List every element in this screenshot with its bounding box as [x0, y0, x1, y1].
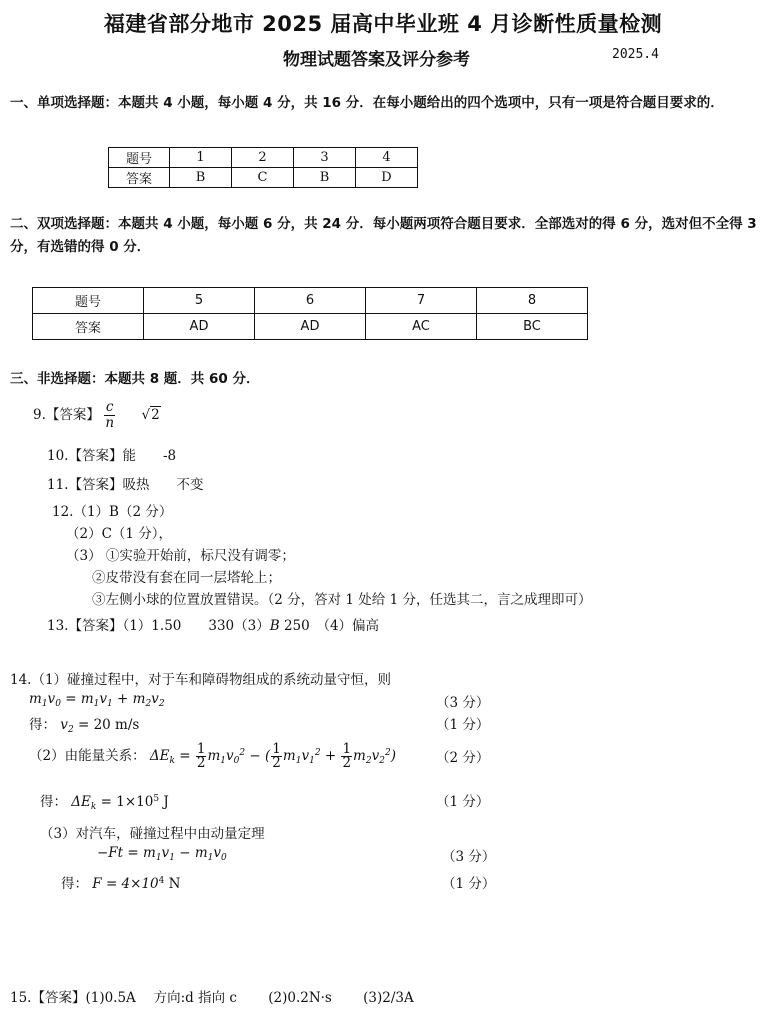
- answer-q10: 10.【答案】能 -8: [47, 448, 177, 464]
- page-subtitle: 物理试题答案及评分参考: [283, 50, 470, 70]
- q14-part3: （3）对汽车，碰撞过程中由动量定理: [40, 826, 265, 842]
- q14-res3-score: （1 分）: [442, 876, 496, 892]
- question-number-cell: 2: [232, 148, 294, 168]
- answer-cell: B: [294, 168, 356, 188]
- q14-momentum-equation: $m_1v_0 = m_1v_1 + m_2v_2$: [29, 691, 165, 709]
- question-number-cell: 3: [294, 148, 356, 168]
- answer-q15: 15.【答案】(1)0.5A 方向:d 指向 c (2)0.2N·s (3)2/3A: [10, 990, 414, 1006]
- q9-frac-den: n: [105, 415, 115, 431]
- table-row-label: 答案: [109, 168, 170, 188]
- page-title: 福建省部分地市 2025 届高中毕业班 4 月诊断性质量检测: [103, 12, 663, 36]
- q14-energy-equation: $\Delta E_k$ = $\frac{1}{2}$ $m_1v_0^2$ − ( $\frac{1}{2}$ $m_1v_1^2$ + $\frac{1}{2}$ $m_2v_2^2$): [149, 741, 396, 771]
- q14-res2-unit: J: [163, 794, 169, 810]
- question-number-cell: 6: [255, 288, 366, 314]
- question-number-cell: 5: [144, 288, 255, 314]
- question-number-cell: 8: [477, 288, 588, 314]
- q14-res1-label: 得：: [29, 717, 56, 733]
- q14-res3-value: F = 4×10: [92, 876, 159, 892]
- answer-q11: 11.【答案】吸热 不变: [47, 477, 204, 493]
- q9-sqrt-arg: 2: [151, 407, 160, 423]
- answer-q12-part2: （2）C（1 分），: [66, 526, 173, 542]
- q14-part2-score: （2 分）: [436, 750, 490, 766]
- exam-date: 2025.4: [612, 47, 659, 62]
- table-row-label: 题号: [109, 148, 170, 168]
- answer-q12-part3: （3） ①实验开始前，标尺没有调零；: [66, 548, 295, 564]
- q14-result1: [29, 713, 139, 735]
- q14-eq1-score: （3 分）: [436, 695, 490, 711]
- question-number-cell: 4: [356, 148, 418, 168]
- answer-cell: C: [232, 168, 294, 188]
- q14-res2-value: = 1×10: [100, 794, 154, 810]
- answer-q12-part1: 12.（1）B（2 分）: [52, 504, 173, 520]
- answer-cell: AC: [366, 314, 477, 340]
- answer-q9: [33, 400, 161, 431]
- answer-cell: BC: [477, 314, 588, 340]
- q14-res2-label: 得：: [40, 794, 67, 810]
- question-number-cell: 1: [170, 148, 232, 168]
- q13-var-b: B: [269, 618, 280, 634]
- q14-res2-exp: 5: [153, 794, 160, 804]
- answer-table-single-choice: [108, 147, 418, 188]
- q14-res3-unit: N: [168, 876, 181, 892]
- q14-res1-var: $v_2$: [60, 717, 74, 735]
- answer-cell: AD: [255, 314, 366, 340]
- table-row-label: 题号: [33, 288, 144, 314]
- table-row-label: 答案: [33, 314, 144, 340]
- section1-heading: 一、单项选择题：本题共 4 小题，每小题 4 分，共 16 分．在每小题给出的四个选项中，只有一项是符合题目要求的．: [10, 95, 724, 111]
- q9-frac-num: c: [105, 399, 114, 415]
- q14-res2-var: $\Delta E_k$: [71, 794, 97, 812]
- q14-intro: 14.（1）碰撞过程中，对于车和障碍物组成的系统动量守恒，则: [10, 672, 392, 688]
- q14-result2: [40, 790, 169, 812]
- section2-heading: 二、双项选择题：本题共 4 小题，每小题 6 分，共 24 分．每小题两项符合题目要求．全部选对的得 6 分，选对但不全得 3 分，有选错的得 0 分．: [10, 216, 757, 255]
- q9-fraction: [104, 400, 116, 431]
- answer-cell: B: [170, 168, 232, 188]
- q14-res2-score: （1 分）: [436, 794, 490, 810]
- answer-q12-item2: ②皮带没有套在同一层塔轮上；: [92, 570, 281, 586]
- q9-sqrt: √2: [141, 407, 160, 423]
- q9-prefix: 9.【答案】: [33, 407, 100, 423]
- q13-part-c: 250 （4）偏高: [283, 618, 380, 634]
- q14-part2: [29, 743, 396, 770]
- question-number-cell: 7: [366, 288, 477, 314]
- answer-cell: AD: [144, 314, 255, 340]
- answer-q12-item3: ③左侧小球的位置放置错误。（2 分，答对 1 处给 1 分，任选其二，言之成理即可）: [92, 592, 592, 608]
- q14-res1-score: （1 分）: [436, 717, 490, 733]
- answer-table-double-choice: [32, 287, 588, 340]
- q13-part-a: 13.【答案】（1）1.50 330（3）: [47, 618, 270, 634]
- q14-eq3-score: （3 分）: [442, 849, 496, 865]
- answer-cell: D: [356, 168, 418, 188]
- answer-q13: [47, 614, 379, 634]
- q14-res3-label: 得：: [61, 876, 88, 892]
- section3-heading: 三、非选择题：本题共 8 题．共 60 分．: [10, 371, 260, 387]
- q14-impulse-equation: $-Ft = m_1v_1 - m_1v_0$: [97, 845, 227, 863]
- q14-part2-label: （2）由能量关系：: [29, 748, 146, 764]
- q14-res3-exp: 4: [158, 876, 165, 886]
- q14-res1-value: = 20 m/s: [77, 717, 140, 733]
- q14-result3: [61, 872, 180, 892]
